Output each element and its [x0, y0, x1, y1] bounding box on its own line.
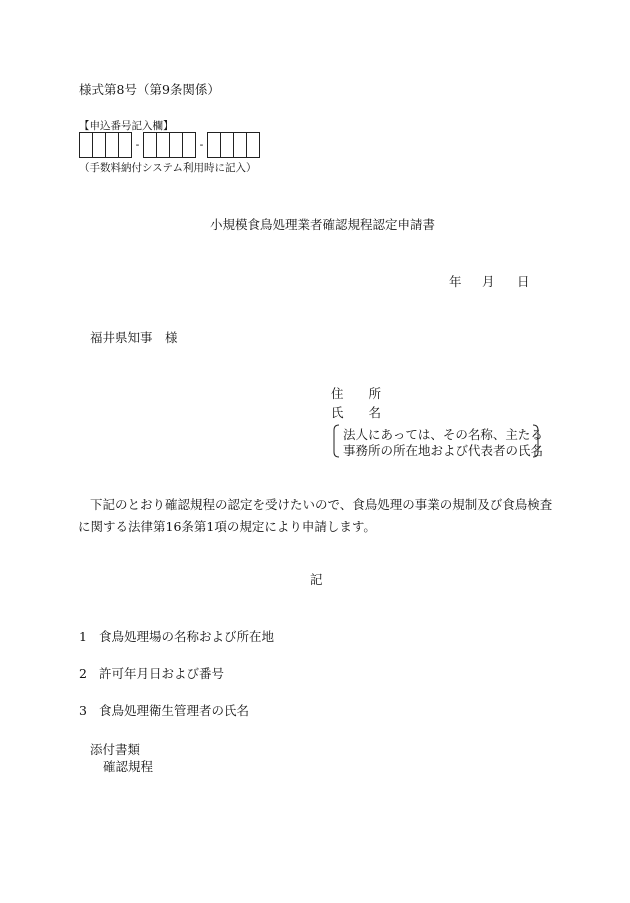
corporate-note-line-2: 事務所の所在地および代表者の氏名: [343, 443, 544, 458]
application-number-group-3[interactable]: [207, 132, 260, 158]
name-label[interactable]: 氏 名: [331, 405, 382, 420]
address-label[interactable]: 住 所: [331, 386, 382, 401]
date-day[interactable]: 日: [517, 274, 530, 289]
digit-box[interactable]: [157, 133, 170, 157]
application-number-group-2[interactable]: [143, 132, 196, 158]
document-title: 小規模食鳥処理業者確認規程認定申請書: [210, 217, 436, 232]
digit-box[interactable]: [119, 133, 131, 157]
item-number: 3: [79, 703, 87, 718]
application-number-boxes[interactable]: [79, 133, 260, 157]
item-text: 食鳥処理衛生管理者の氏名: [98, 703, 249, 718]
digit-box[interactable]: [80, 133, 93, 157]
addressee: 福井県知事 様: [90, 330, 178, 345]
digit-box[interactable]: [144, 133, 157, 157]
attachment-item: 確認規程: [103, 759, 154, 774]
form-number: 様式第8号（第9条関係）: [79, 82, 220, 97]
digit-box[interactable]: [93, 133, 106, 157]
digit-box[interactable]: [221, 133, 234, 157]
list-item: [79, 627, 274, 645]
list-item: [79, 664, 224, 682]
digit-box[interactable]: [208, 133, 221, 157]
separator: -: [199, 138, 204, 151]
date-month[interactable]: 月: [482, 274, 495, 289]
item-text: 許可年月日および番号: [98, 666, 224, 681]
digit-box[interactable]: [234, 133, 247, 157]
corporate-note: [331, 424, 544, 458]
ki-heading: 記: [310, 572, 323, 587]
attachments-heading: 添付書類: [90, 742, 141, 757]
application-number-group-1[interactable]: [79, 132, 132, 158]
application-number-note: （手数料納付システム利用時に記入）: [79, 162, 257, 174]
digit-box[interactable]: [183, 133, 195, 157]
separator: -: [135, 138, 140, 151]
item-number: 1: [79, 629, 87, 644]
item-text: 食鳥処理場の名称および所在地: [98, 629, 274, 644]
digit-box[interactable]: [170, 133, 183, 157]
application-number-label: 【申込番号記入欄】: [79, 120, 174, 132]
corporate-note-line-1: 法人にあっては、その名称、主たる: [343, 427, 543, 442]
list-item: [79, 701, 249, 719]
item-number: 2: [79, 666, 87, 681]
body-text: 下記のとおり確認規程の認定を受けたいので、食鳥処理の事業の規制及び食鳥検査に関する法律第16条第1項の規定により申請します。: [78, 497, 553, 534]
digit-box[interactable]: [247, 133, 259, 157]
body-paragraph: [78, 494, 554, 538]
digit-box[interactable]: [106, 133, 119, 157]
date-year[interactable]: 年: [449, 274, 462, 289]
